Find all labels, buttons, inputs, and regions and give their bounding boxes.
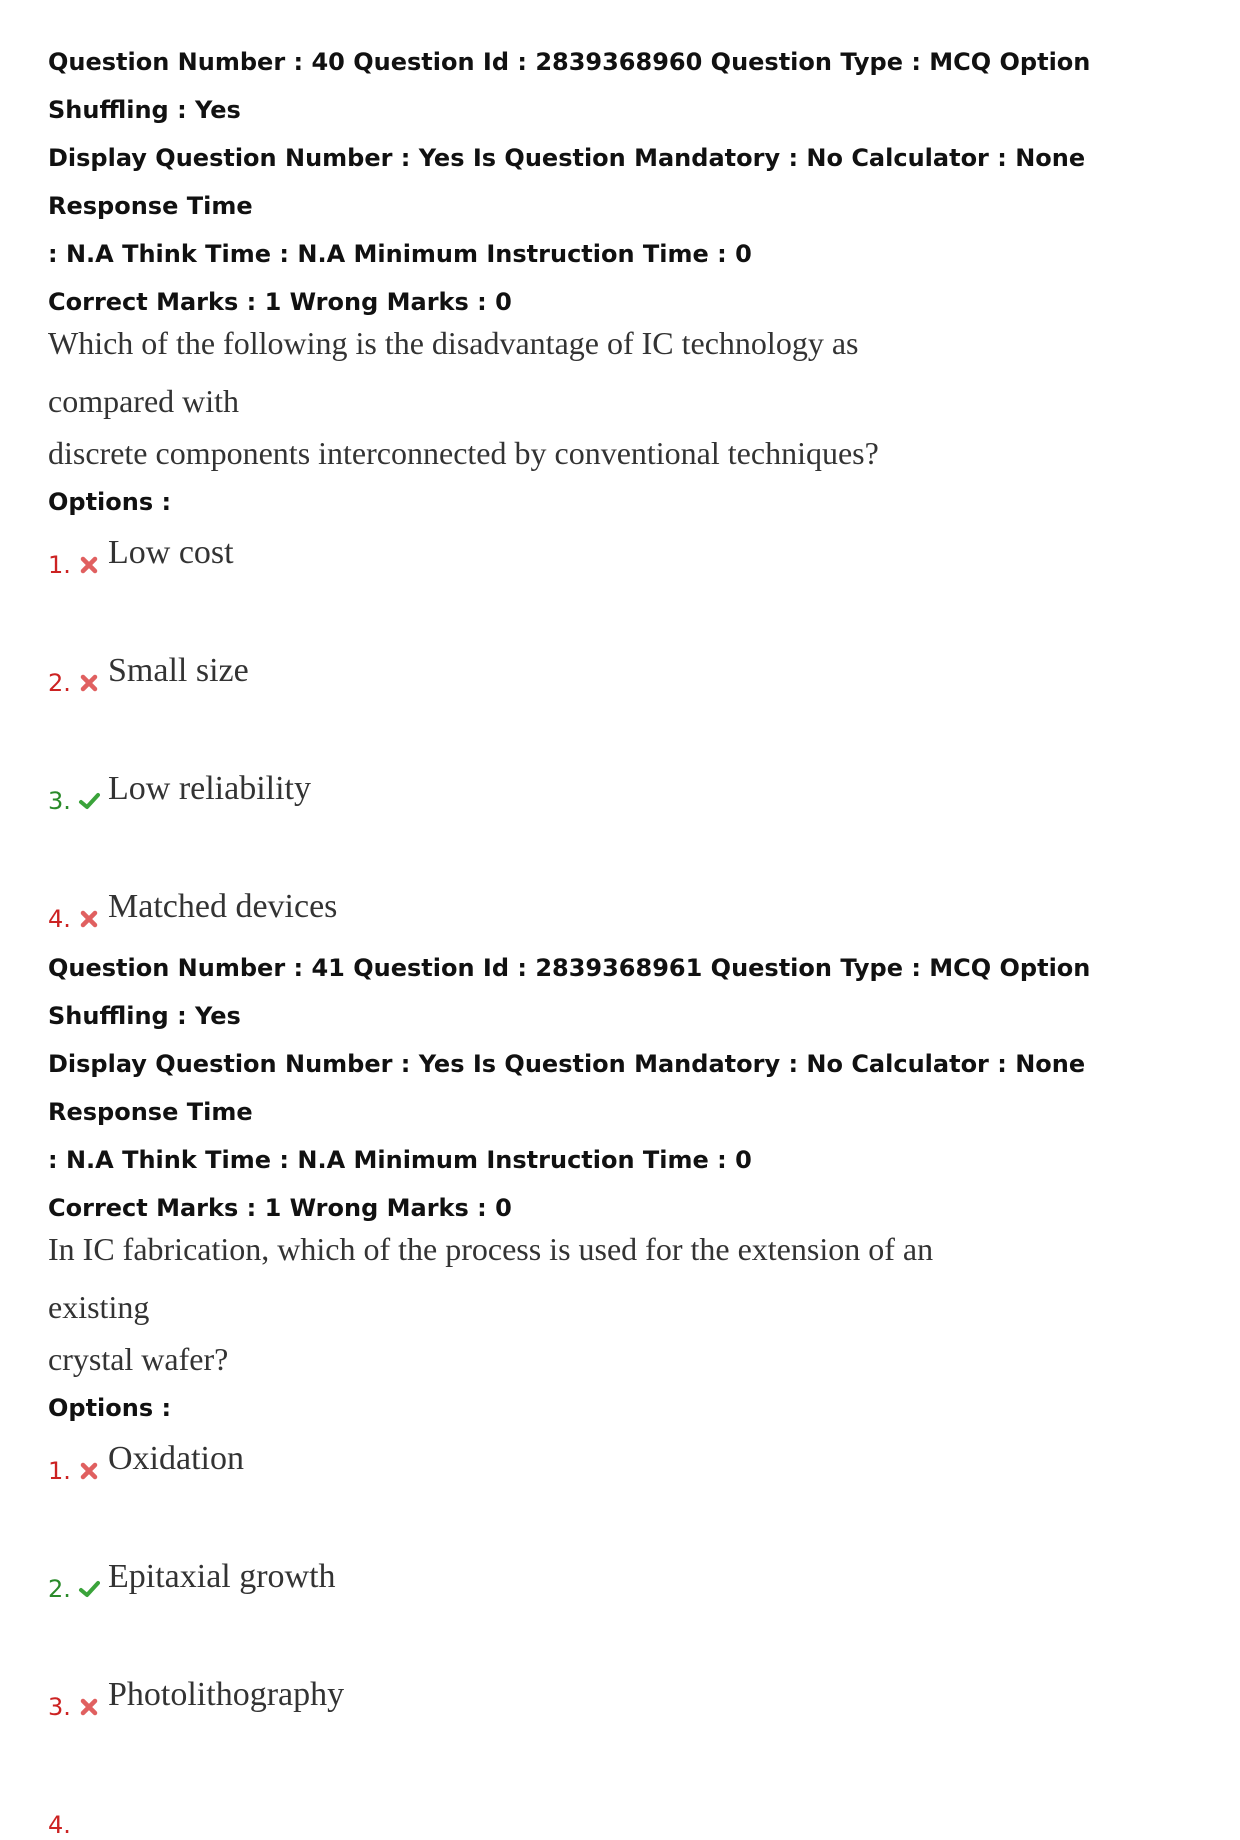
option-item xyxy=(48,1662,1208,1780)
cross-icon xyxy=(78,908,100,930)
options-label: Options : xyxy=(48,1394,172,1422)
option-text: Low reliability xyxy=(108,770,312,807)
question-text-line: In IC fabrication, which of the process is used for the extension of an existing xyxy=(48,1231,934,1325)
option-number: 4. xyxy=(48,1811,71,1839)
options-label: Options : xyxy=(48,488,172,516)
option-text: Small size xyxy=(108,652,249,689)
option-text: Epitaxial growth xyxy=(108,1558,336,1595)
question-meta-line: : N.A Think Time : N.A Minimum Instruction Time : 0 xyxy=(48,240,752,268)
option-number: 2. xyxy=(48,669,71,697)
check-icon xyxy=(78,1578,100,1600)
option-item xyxy=(48,756,1208,874)
cross-icon xyxy=(78,1460,100,1482)
cross-icon xyxy=(78,554,100,576)
question-block xyxy=(48,38,1208,992)
question-block xyxy=(48,944,1208,1840)
option-item xyxy=(48,520,1208,638)
question-marks: Correct Marks : 1 Wrong Marks : 0 xyxy=(48,1194,512,1222)
option-item xyxy=(48,1780,1208,1840)
question-meta-line: : N.A Think Time : N.A Minimum Instruction Time : 0 xyxy=(48,1146,752,1174)
question-meta-line: Display Question Number : Yes Is Question Mandatory : No Calculator : None Response Time xyxy=(48,1050,1086,1126)
question-marks: Correct Marks : 1 Wrong Marks : 0 xyxy=(48,288,512,316)
question-text-line: crystal wafer? xyxy=(48,1341,229,1377)
question-meta-line: Question Number : 40 Question Id : 2839368960 Question Type : MCQ Option Shuffling : Yes xyxy=(48,48,1091,124)
cross-icon xyxy=(78,672,100,694)
option-text: Matched devices xyxy=(108,888,338,925)
question-meta-line: Question Number : 41 Question Id : 2839368961 Question Type : MCQ Option Shuffling : Yes xyxy=(48,954,1091,1030)
option-text: Low cost xyxy=(108,534,234,571)
option-item xyxy=(48,638,1208,756)
option-number: 1. xyxy=(48,551,71,579)
cross-icon xyxy=(78,1696,100,1718)
question-meta-line: Display Question Number : Yes Is Question Mandatory : No Calculator : None Response Time xyxy=(48,144,1086,220)
option-number: 3. xyxy=(48,1693,71,1721)
option-number: 3. xyxy=(48,787,71,815)
option-item xyxy=(48,1544,1208,1662)
option-item xyxy=(48,1426,1208,1544)
option-number: 1. xyxy=(48,1457,71,1485)
option-number: 2. xyxy=(48,1575,71,1603)
option-text: Oxidation xyxy=(108,1440,244,1477)
question-text-line: discrete components interconnected by conventional techniques? xyxy=(48,435,879,471)
option-number: 4. xyxy=(48,905,71,933)
check-icon xyxy=(78,790,100,812)
option-text: Photolithography xyxy=(108,1676,345,1713)
question-text-line: Which of the following is the disadvantage of IC technology as compared with xyxy=(48,325,859,419)
